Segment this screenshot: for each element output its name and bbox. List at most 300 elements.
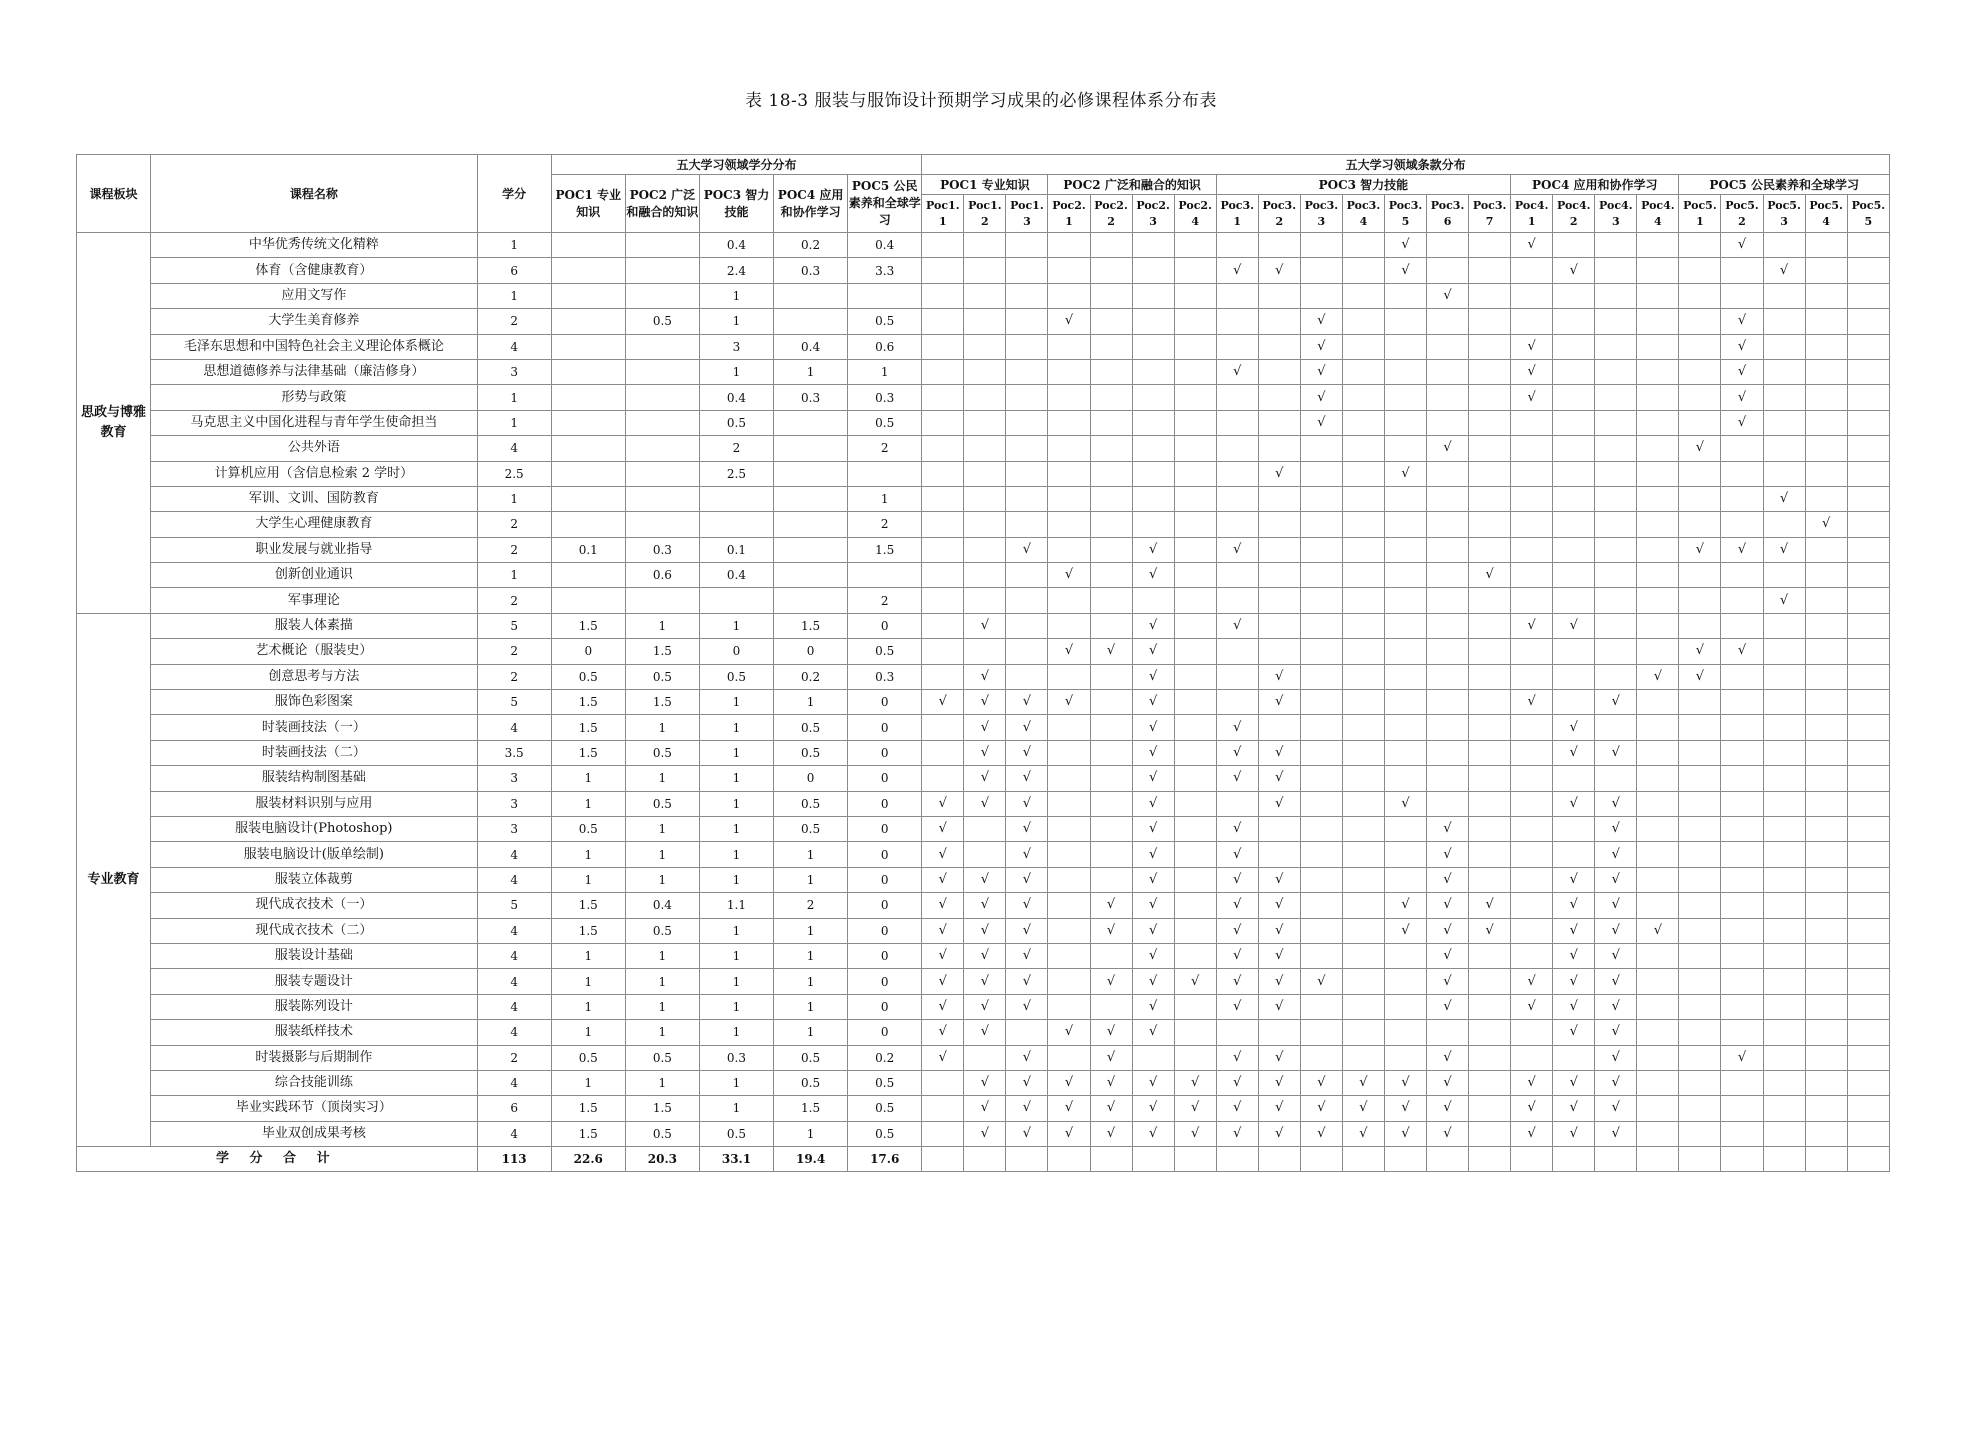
clause-cell <box>1679 309 1721 334</box>
clause-cell <box>1427 1147 1469 1172</box>
check-mark: √ <box>1148 897 1158 913</box>
clause-cell <box>1763 690 1805 715</box>
credit-dist-cell: 0.1 <box>551 537 625 562</box>
check-mark: √ <box>1737 338 1747 354</box>
clause-cell <box>1427 690 1469 715</box>
clause-cell <box>1637 563 1679 588</box>
credit-dist-cell: 1.1 <box>699 893 773 918</box>
clause-cell <box>1427 359 1469 384</box>
clause-cell <box>1847 639 1889 664</box>
clause-cell <box>1342 385 1384 410</box>
clause-cell <box>1721 893 1763 918</box>
clause-cell <box>1679 918 1721 943</box>
clause-cell <box>1384 893 1426 918</box>
check-mark: √ <box>1443 897 1452 913</box>
check-mark: √ <box>1737 414 1747 430</box>
clause-cell <box>1469 943 1511 968</box>
clause-cell <box>1679 791 1721 816</box>
check-mark: √ <box>1148 694 1158 710</box>
clause-cell <box>1342 867 1384 892</box>
clause-cell <box>1469 690 1511 715</box>
clause-cell <box>1132 385 1174 410</box>
clause-cell <box>1216 816 1258 841</box>
clause-cell <box>1469 994 1511 1019</box>
clause-cell <box>1427 969 1469 994</box>
clause-cell <box>1805 918 1847 943</box>
clause-cell <box>1763 309 1805 334</box>
clause-cell <box>1511 461 1553 486</box>
clause-cell <box>1427 867 1469 892</box>
check-mark: √ <box>1611 1024 1620 1040</box>
clause-cell <box>1805 766 1847 791</box>
table-row <box>77 994 1890 1019</box>
clause-cell <box>1595 309 1637 334</box>
credit-dist-cell: 0.4 <box>699 233 773 258</box>
course-name: 创新创业通识 <box>151 563 477 588</box>
clause-cell <box>1721 664 1763 689</box>
clause-cell <box>1427 1121 1469 1146</box>
clause-cell <box>1679 258 1721 283</box>
clause-cell <box>1300 1147 1342 1172</box>
clause-cell <box>1384 613 1426 638</box>
course-name: 军事理论 <box>151 588 477 613</box>
clause-cell <box>1174 461 1216 486</box>
clause-cell <box>1174 334 1216 359</box>
header-sub-clause <box>1553 195 1595 233</box>
sub-clause-prefix: Poc3. <box>1262 198 1297 212</box>
check-mark: √ <box>1527 389 1536 405</box>
clause-cell <box>1721 969 1763 994</box>
clause-cell <box>964 639 1006 664</box>
check-mark: √ <box>1317 1125 1326 1141</box>
sub-clause-number: 5 <box>1401 214 1410 228</box>
credit-dist-cell: 1 <box>625 715 699 740</box>
check-mark: √ <box>1653 668 1662 684</box>
check-mark: √ <box>1695 440 1705 456</box>
clause-cell <box>1384 359 1426 384</box>
clause-cell <box>1132 1121 1174 1146</box>
clause-cell <box>1763 563 1805 588</box>
clause-cell <box>1847 893 1889 918</box>
course-credit: 2 <box>477 1045 551 1070</box>
clause-cell <box>1805 639 1847 664</box>
check-mark: √ <box>1233 745 1242 760</box>
clause-cell <box>1258 690 1300 715</box>
clause-cell <box>1805 410 1847 435</box>
clause-cell <box>1469 816 1511 841</box>
clause-cell <box>1384 943 1426 968</box>
clause-cell <box>1805 1070 1847 1095</box>
clause-cell <box>1342 486 1384 511</box>
clause-cell <box>1342 588 1384 613</box>
clause-cell <box>1342 715 1384 740</box>
table-row <box>77 233 1890 258</box>
clause-cell <box>1511 588 1553 613</box>
credit-dist-cell: 1 <box>848 359 922 384</box>
check-mark: √ <box>1148 770 1158 786</box>
clause-cell <box>1384 867 1426 892</box>
clause-cell <box>1300 994 1342 1019</box>
clause-cell <box>1637 410 1679 435</box>
course-name: 毕业实践环节（顶岗实习） <box>151 1096 477 1121</box>
check-mark: √ <box>980 1100 989 1116</box>
credit-dist-cell: 0.5 <box>774 816 848 841</box>
clause-cell <box>1511 639 1553 664</box>
clause-cell <box>1553 690 1595 715</box>
clause-cell <box>1637 893 1679 918</box>
clause-cell <box>964 918 1006 943</box>
credit-dist-cell: 1 <box>699 918 773 943</box>
check-mark: √ <box>1022 973 1032 989</box>
clause-cell <box>1637 588 1679 613</box>
sub-clause-number: 4 <box>1822 214 1830 228</box>
check-mark: √ <box>1527 338 1536 354</box>
check-mark: √ <box>1401 1125 1410 1141</box>
clause-cell <box>1847 233 1889 258</box>
check-mark: √ <box>1233 262 1242 278</box>
clause-cell <box>1469 613 1511 638</box>
clause-cell <box>1006 918 1048 943</box>
clause-cell <box>1637 1070 1679 1095</box>
clause-cell <box>1174 359 1216 384</box>
clause-cell <box>1469 410 1511 435</box>
total-dist-cell: 19.4 <box>774 1147 848 1172</box>
clause-cell <box>922 893 964 918</box>
check-mark: √ <box>1611 846 1620 862</box>
credit-dist-cell: 0.5 <box>625 791 699 816</box>
clause-cell <box>1384 1096 1426 1121</box>
clause-cell <box>1216 385 1258 410</box>
clause-cell <box>1679 1096 1721 1121</box>
course-credit: 2 <box>477 309 551 334</box>
clause-cell <box>1805 359 1847 384</box>
course-name: 大学生心理健康教育 <box>151 512 477 537</box>
clause-cell <box>1553 791 1595 816</box>
clause-cell <box>1300 1121 1342 1146</box>
clause-cell <box>1511 410 1553 435</box>
check-mark: √ <box>1148 719 1158 735</box>
check-mark: √ <box>1275 745 1284 760</box>
check-mark: √ <box>1233 922 1242 938</box>
clause-cell <box>1048 1070 1090 1095</box>
clause-cell <box>1048 283 1090 308</box>
sub-clause-prefix: Poc3. <box>1472 198 1507 212</box>
course-credit: 1 <box>477 385 551 410</box>
check-mark: √ <box>1275 770 1284 786</box>
clause-cell <box>1511 893 1553 918</box>
clause-cell <box>1090 410 1132 435</box>
clause-cell <box>1090 385 1132 410</box>
clause-cell <box>1469 918 1511 943</box>
course-credit: 4 <box>477 842 551 867</box>
clause-cell <box>1511 512 1553 537</box>
clause-cell <box>1258 639 1300 664</box>
clause-cell <box>1174 893 1216 918</box>
credit-dist-cell <box>774 461 848 486</box>
clause-cell <box>1595 1020 1637 1045</box>
clause-cell <box>1511 664 1553 689</box>
clause-cell <box>1427 563 1469 588</box>
course-credit: 3 <box>477 816 551 841</box>
clause-cell <box>1637 1096 1679 1121</box>
check-mark: √ <box>1527 364 1536 380</box>
clause-cell <box>1847 309 1889 334</box>
clause-cell <box>1805 893 1847 918</box>
clause-cell <box>1721 1096 1763 1121</box>
credit-dist-cell: 1.5 <box>551 690 625 715</box>
credit-dist-cell <box>551 436 625 461</box>
clause-cell <box>1637 436 1679 461</box>
clause-cell <box>1216 867 1258 892</box>
table-row <box>77 1096 1890 1121</box>
clause-cell <box>1006 359 1048 384</box>
clause-cell <box>922 563 964 588</box>
clause-cell <box>964 233 1006 258</box>
clause-cell <box>964 436 1006 461</box>
clause-cell <box>1174 436 1216 461</box>
header-sub-clause <box>1300 195 1342 233</box>
clause-cell <box>1090 436 1132 461</box>
sub-clause-prefix: Poc3. <box>1430 198 1465 212</box>
credit-dist-cell <box>699 588 773 613</box>
table-row <box>77 1045 1890 1070</box>
total-dist-cell: 17.6 <box>848 1147 922 1172</box>
clause-cell <box>1258 258 1300 283</box>
check-mark: √ <box>938 998 947 1014</box>
clause-cell <box>1427 334 1469 359</box>
clause-cell <box>1469 512 1511 537</box>
clause-cell <box>1553 613 1595 638</box>
clause-cell <box>1174 791 1216 816</box>
clause-cell <box>1427 233 1469 258</box>
clause-cell <box>1300 816 1342 841</box>
course-name: 大学生美育修养 <box>151 309 477 334</box>
clause-cell <box>1006 1121 1048 1146</box>
clause-cell <box>1132 842 1174 867</box>
clause-cell <box>1090 461 1132 486</box>
table-row <box>77 258 1890 283</box>
check-mark: √ <box>1022 846 1032 862</box>
clause-cell <box>922 1045 964 1070</box>
clause-cell <box>1384 664 1426 689</box>
clause-cell <box>1595 588 1637 613</box>
check-mark: √ <box>1022 745 1032 760</box>
credit-dist-cell <box>774 309 848 334</box>
credit-dist-cell <box>774 588 848 613</box>
clause-cell <box>1679 994 1721 1019</box>
check-mark: √ <box>1148 871 1158 887</box>
clause-cell <box>1721 867 1763 892</box>
clause-cell <box>1553 359 1595 384</box>
credit-dist-cell <box>551 359 625 384</box>
check-mark: √ <box>1653 922 1662 938</box>
credit-dist-cell <box>551 309 625 334</box>
credit-dist-cell: 0.5 <box>848 1070 922 1095</box>
credit-dist-cell: 1 <box>699 943 773 968</box>
clause-cell <box>1595 486 1637 511</box>
check-mark: √ <box>938 973 947 989</box>
clause-cell <box>1847 715 1889 740</box>
clause-cell <box>1006 309 1048 334</box>
header-poc-group-4: POC4 应用和协作学习 <box>1511 175 1679 195</box>
header-domain-5: POC5 公民素养和全球学习 <box>848 175 922 233</box>
clause-cell <box>1763 791 1805 816</box>
clause-cell <box>1216 1121 1258 1146</box>
clause-cell <box>1595 410 1637 435</box>
header-sub-clause <box>1637 195 1679 233</box>
check-mark: √ <box>1275 1125 1284 1141</box>
clause-cell <box>1805 664 1847 689</box>
clause-cell <box>1048 613 1090 638</box>
sub-clause-prefix: Poc3. <box>1388 198 1423 212</box>
check-mark: √ <box>1569 618 1578 634</box>
clause-cell <box>922 1121 964 1146</box>
credit-dist-cell: 0.5 <box>848 410 922 435</box>
clause-cell <box>922 842 964 867</box>
clause-cell <box>1258 1045 1300 1070</box>
credit-dist-cell: 0.6 <box>848 334 922 359</box>
table-row <box>77 918 1890 943</box>
clause-cell <box>1721 1147 1763 1172</box>
credit-dist-cell: 0 <box>848 690 922 715</box>
clause-cell <box>1805 1096 1847 1121</box>
clause-cell <box>1511 1147 1553 1172</box>
clause-cell <box>1048 1096 1090 1121</box>
clause-cell <box>964 461 1006 486</box>
clause-cell <box>1132 1070 1174 1095</box>
credit-dist-cell: 3.3 <box>848 258 922 283</box>
check-mark: √ <box>980 668 989 684</box>
credit-dist-cell: 1 <box>699 791 773 816</box>
clause-cell <box>964 766 1006 791</box>
clause-cell <box>1384 309 1426 334</box>
clause-cell <box>922 309 964 334</box>
course-credit: 2 <box>477 537 551 562</box>
check-mark: √ <box>1106 973 1116 989</box>
credit-dist-cell <box>774 563 848 588</box>
credit-dist-cell <box>774 283 848 308</box>
clause-cell <box>1342 1096 1384 1121</box>
clause-cell <box>1006 791 1048 816</box>
table-row <box>77 309 1890 334</box>
clause-cell <box>1763 664 1805 689</box>
credit-dist-cell <box>551 334 625 359</box>
clause-cell <box>1763 842 1805 867</box>
course-credit: 5 <box>477 613 551 638</box>
check-mark: √ <box>1275 922 1284 938</box>
course-credit: 5 <box>477 893 551 918</box>
sub-clause-number: 5 <box>1864 214 1873 228</box>
clause-cell <box>1469 309 1511 334</box>
clause-cell <box>1132 943 1174 968</box>
check-mark: √ <box>1022 770 1032 786</box>
credit-dist-cell: 1 <box>699 1020 773 1045</box>
credit-dist-cell: 1 <box>551 867 625 892</box>
clause-cell <box>1048 918 1090 943</box>
clause-cell <box>1048 842 1090 867</box>
check-mark: √ <box>1106 1100 1116 1116</box>
clause-cell <box>1216 588 1258 613</box>
check-mark: √ <box>1317 389 1326 405</box>
clause-cell <box>1469 486 1511 511</box>
clause-cell <box>1553 512 1595 537</box>
check-mark: √ <box>1401 795 1410 811</box>
table-row <box>77 486 1890 511</box>
clause-cell <box>1553 1096 1595 1121</box>
credit-dist-cell: 1 <box>625 766 699 791</box>
credit-dist-cell: 0.3 <box>625 537 699 562</box>
check-mark: √ <box>1148 618 1158 634</box>
clause-cell <box>1342 410 1384 435</box>
check-mark: √ <box>1485 897 1494 913</box>
clause-cell <box>1216 563 1258 588</box>
clause-cell <box>1763 1147 1805 1172</box>
table-row <box>77 740 1890 765</box>
check-mark: √ <box>1695 668 1705 684</box>
check-mark: √ <box>1233 618 1242 634</box>
clause-cell <box>1006 766 1048 791</box>
credit-dist-cell: 1.5 <box>551 740 625 765</box>
clause-cell <box>1342 816 1384 841</box>
check-mark: √ <box>1611 1100 1620 1116</box>
clause-cell <box>1595 639 1637 664</box>
sub-clause-prefix: Poc5. <box>1725 198 1759 212</box>
clause-cell <box>1174 715 1216 740</box>
check-mark: √ <box>1233 973 1242 989</box>
check-mark: √ <box>1233 948 1242 964</box>
credit-dist-cell: 1 <box>625 842 699 867</box>
clause-cell <box>1637 1147 1679 1172</box>
clause-cell <box>1721 690 1763 715</box>
clause-cell <box>1469 867 1511 892</box>
clause-cell <box>1427 664 1469 689</box>
clause-cell <box>1174 613 1216 638</box>
clause-cell <box>1595 893 1637 918</box>
clause-cell <box>922 1096 964 1121</box>
clause-cell <box>1216 740 1258 765</box>
sub-clause-prefix: Poc3. <box>1346 198 1381 212</box>
sub-clause-number: 6 <box>1443 214 1452 228</box>
table-row <box>77 537 1890 562</box>
clause-cell <box>1553 664 1595 689</box>
credit-dist-cell: 0 <box>848 842 922 867</box>
check-mark: √ <box>1233 871 1242 887</box>
clause-cell <box>1090 791 1132 816</box>
credit-dist-cell <box>774 410 848 435</box>
clause-cell <box>1721 715 1763 740</box>
header-sub-clause <box>1258 195 1300 233</box>
check-mark: √ <box>980 745 989 760</box>
clause-cell <box>1048 410 1090 435</box>
clause-cell <box>1048 969 1090 994</box>
clause-cell <box>1469 1147 1511 1172</box>
sub-clause-prefix: Poc2. <box>1052 198 1086 212</box>
credit-dist-cell: 0.5 <box>551 664 625 689</box>
credit-dist-cell: 2.4 <box>699 258 773 283</box>
clause-cell <box>1595 969 1637 994</box>
clause-cell <box>1679 842 1721 867</box>
credit-dist-cell: 1 <box>551 842 625 867</box>
clause-cell <box>1637 690 1679 715</box>
course-name: 现代成衣技术（二） <box>151 918 477 943</box>
clause-cell <box>922 918 964 943</box>
clause-cell <box>964 1045 1006 1070</box>
clause-cell <box>1721 486 1763 511</box>
clause-cell <box>1637 461 1679 486</box>
check-mark: √ <box>1106 1125 1116 1141</box>
check-mark: √ <box>980 897 989 913</box>
clause-cell <box>1048 233 1090 258</box>
